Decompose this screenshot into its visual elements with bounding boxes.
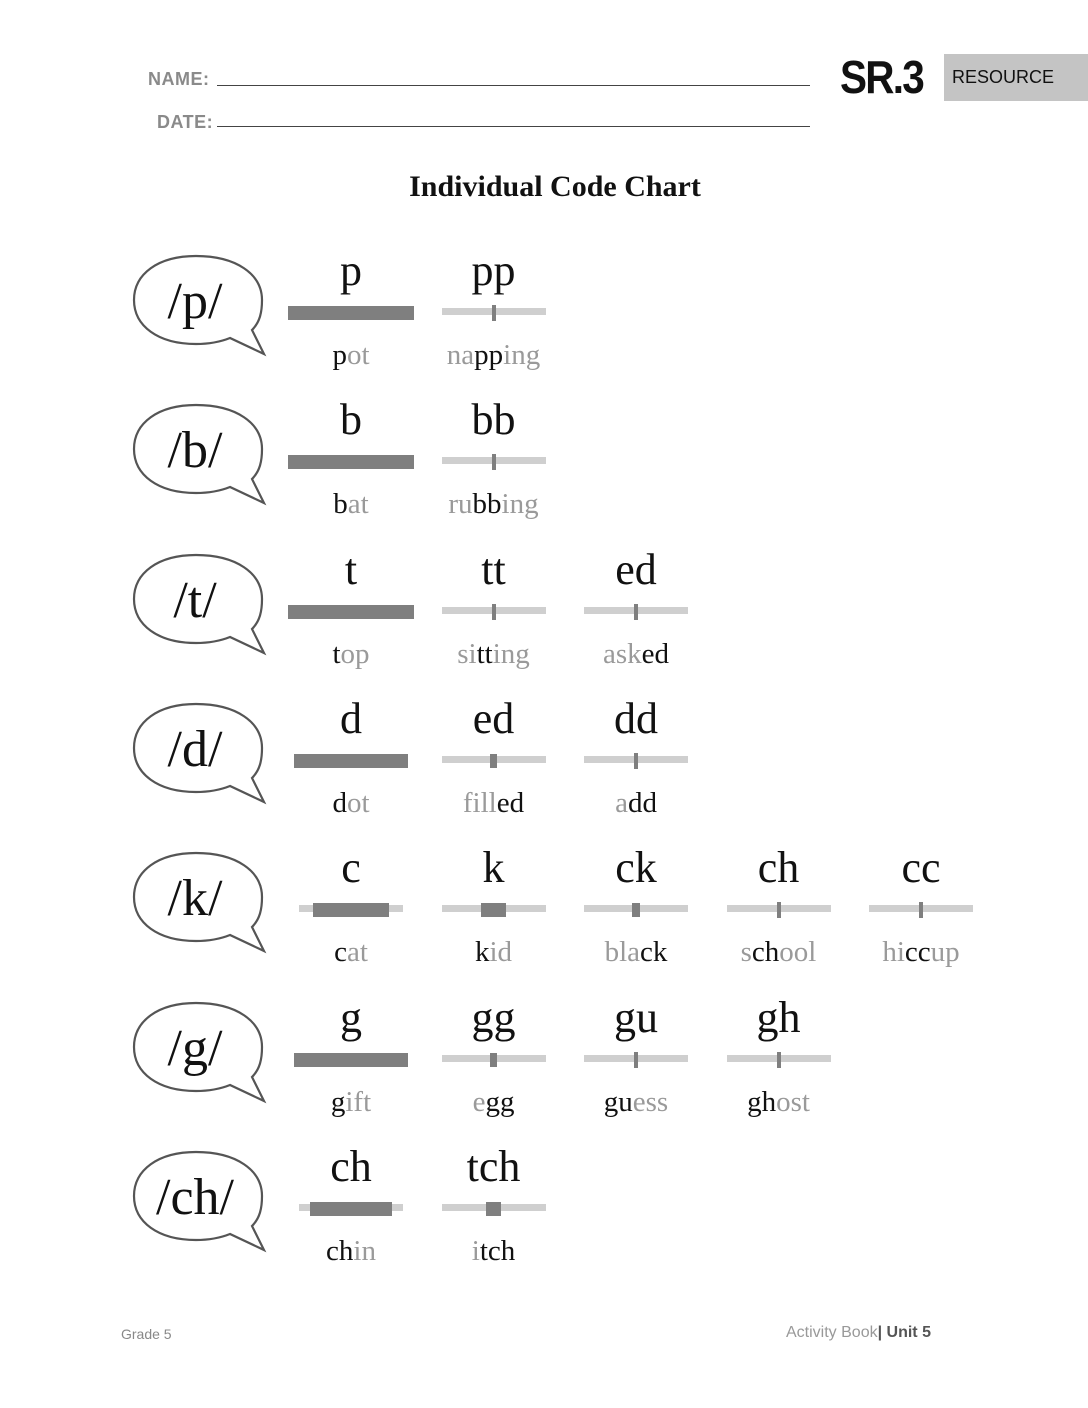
frequency-bar — [310, 1202, 392, 1216]
highlighted-letters: tt — [476, 637, 493, 670]
spelling-cell — [719, 843, 839, 973]
spelling: ck — [615, 843, 657, 893]
example-word — [291, 786, 411, 820]
date-label: DATE: — [157, 112, 214, 132]
frequency-bar — [288, 455, 414, 469]
word-letters: hi — [882, 936, 905, 969]
sound-bubble — [130, 698, 270, 808]
spelling: b — [340, 395, 362, 445]
example-word — [576, 786, 696, 820]
spelling-cell — [434, 1142, 554, 1272]
frequency-bar — [777, 1052, 781, 1068]
frequency-bar — [490, 1053, 498, 1067]
word-letters: ot — [346, 786, 370, 819]
spelling-cell — [576, 993, 696, 1123]
word-letters: ing — [503, 339, 541, 371]
spelling-cell — [291, 843, 411, 973]
highlighted-letters: c — [334, 936, 347, 969]
sound-label: /t/ — [173, 571, 217, 629]
spelling: c — [341, 843, 361, 893]
example-word — [434, 786, 554, 820]
spelling: bb — [471, 395, 516, 445]
sound-bubble — [130, 399, 270, 509]
frequency-bar — [492, 604, 496, 620]
spelling: cc — [901, 843, 941, 893]
frequency-bar — [288, 306, 414, 320]
frequency-bar — [486, 1202, 501, 1216]
spelling-cell — [576, 843, 696, 973]
word-letters: ess — [632, 1085, 669, 1118]
spelling: gu — [614, 992, 658, 1042]
spelling: ch — [330, 1141, 372, 1191]
word-letters: a — [615, 786, 628, 819]
word-letters: ost — [776, 1085, 810, 1118]
example-word — [576, 1085, 696, 1119]
highlighted-letters: tch — [479, 1234, 516, 1267]
highlighted-letters: k — [474, 936, 490, 969]
footer-grade: Grade 5 — [121, 1326, 172, 1342]
word-letters: si — [457, 637, 477, 670]
highlighted-letters: ch — [326, 1234, 354, 1267]
highlighted-letters: gh — [747, 1085, 777, 1118]
word-letters: at — [346, 936, 368, 969]
spelling-cell — [861, 843, 981, 973]
word-letters: ru — [448, 488, 473, 521]
highlighted-letters: gu — [603, 1085, 633, 1118]
spelling: pp — [471, 246, 516, 295]
spelling: ed — [472, 693, 515, 743]
example-word — [291, 338, 411, 372]
sound-bubble — [130, 997, 270, 1107]
spelling-cell — [434, 993, 554, 1123]
highlighted-letters: cc — [904, 936, 931, 969]
highlighted-letters: ed — [641, 637, 670, 670]
spelling: t — [344, 544, 358, 594]
footer-book-title: Activity Book — [786, 1324, 878, 1341]
sound-label: /g/ — [167, 1019, 223, 1077]
spelling: dd — [614, 693, 658, 743]
spelling-cell — [291, 694, 411, 824]
example-word — [576, 935, 696, 969]
highlighted-letters: ch — [751, 936, 780, 969]
chart-title: Individual Code Chart — [409, 170, 701, 203]
spelling: tt — [481, 544, 506, 594]
frequency-bar — [634, 753, 638, 769]
sound-label: /d/ — [167, 720, 223, 778]
word-letters: op — [340, 637, 370, 670]
footer-book — [786, 1324, 931, 1342]
resource-code: SR.3 — [840, 51, 923, 103]
example-word — [719, 1085, 839, 1119]
spelling: d — [340, 693, 362, 743]
highlighted-letters: ed — [496, 786, 525, 819]
word-letters: up — [930, 936, 960, 969]
frequency-bar — [288, 605, 414, 619]
word-letters: id — [489, 936, 513, 969]
word-letters: ool — [779, 936, 817, 969]
example-word — [291, 935, 411, 969]
highlighted-letters: bb — [472, 488, 502, 521]
example-word — [861, 935, 981, 969]
sound-label: /k/ — [167, 870, 223, 928]
example-word — [291, 1085, 411, 1119]
highlighted-letters: g — [330, 1085, 346, 1118]
spelling-cell — [434, 843, 554, 973]
frequency-bar — [481, 903, 506, 917]
word-letters: at — [347, 488, 369, 521]
sound-bubble — [130, 250, 270, 360]
spelling-cell — [291, 395, 411, 525]
example-word — [434, 1234, 554, 1268]
frequency-bar — [313, 903, 389, 917]
word-letters: i — [471, 1234, 480, 1267]
spelling: gh — [756, 992, 801, 1042]
spelling: p — [340, 246, 362, 295]
sound-label: /p/ — [167, 273, 223, 330]
spelling-cell — [434, 545, 554, 675]
spelling: ed — [615, 544, 657, 594]
frequency-bar — [634, 604, 638, 620]
frequency-bar — [294, 754, 407, 768]
example-word — [291, 637, 411, 671]
highlighted-letters: ck — [640, 936, 668, 969]
spelling: k — [482, 843, 505, 893]
spelling-cell — [291, 545, 411, 675]
word-letters: ing — [501, 488, 539, 521]
sound-label: /b/ — [167, 422, 223, 480]
resource-tag: RESOURCE — [944, 54, 1088, 101]
word-letters: bla — [604, 936, 641, 969]
word-letters: e — [472, 1085, 486, 1118]
example-word — [434, 338, 554, 372]
spelling-cell — [576, 694, 696, 824]
date-line[interactable] — [217, 126, 810, 127]
spelling: tch — [466, 1141, 521, 1191]
spelling-cell — [576, 545, 696, 675]
spelling-cell — [719, 993, 839, 1123]
highlighted-letters: b — [333, 488, 348, 521]
spelling: ch — [757, 843, 800, 893]
frequency-bar — [490, 754, 498, 768]
name-label: NAME: — [148, 69, 210, 89]
frequency-bar — [492, 454, 496, 470]
spelling-cell — [434, 395, 554, 525]
sound-bubble — [130, 1146, 270, 1256]
word-letters: ing — [492, 637, 530, 670]
spelling: gg — [471, 992, 516, 1042]
example-word — [434, 935, 554, 969]
example-word — [576, 637, 696, 671]
word-letters: ot — [346, 339, 370, 371]
frequency-bar — [632, 903, 640, 917]
frequency-bar — [777, 902, 781, 918]
word-letters: in — [353, 1234, 376, 1267]
spelling-cell — [434, 246, 554, 376]
example-word — [434, 1085, 554, 1119]
frequency-bar — [492, 305, 496, 321]
sound-bubble — [130, 847, 270, 957]
word-letters: ask — [602, 637, 642, 670]
sound-label: /ch/ — [156, 1168, 234, 1226]
frequency-bar — [919, 902, 923, 918]
spelling-cell — [291, 1142, 411, 1272]
name-line[interactable] — [217, 85, 810, 86]
highlighted-letters: p — [332, 339, 347, 371]
example-word — [719, 935, 839, 969]
example-word — [291, 1234, 411, 1268]
example-word — [291, 487, 411, 521]
spelling: g — [340, 992, 362, 1042]
spelling-cell — [291, 993, 411, 1123]
word-letters: fill — [462, 786, 497, 819]
highlighted-letters: d — [332, 786, 347, 819]
highlighted-letters: gg — [485, 1085, 515, 1118]
spelling-cell — [434, 694, 554, 824]
frequency-bar — [294, 1053, 407, 1067]
highlighted-letters: dd — [627, 786, 657, 819]
example-word — [434, 637, 554, 671]
word-letters: s — [740, 936, 752, 969]
spelling-cell — [291, 246, 411, 376]
word-letters: ift — [345, 1085, 372, 1118]
word-letters: na — [446, 339, 475, 371]
highlighted-letters: t — [332, 637, 341, 670]
footer-unit: | Unit 5 — [877, 1324, 931, 1341]
example-word — [434, 487, 554, 521]
highlighted-letters: pp — [474, 339, 504, 371]
frequency-bar — [634, 1052, 638, 1068]
sound-bubble — [130, 549, 270, 659]
